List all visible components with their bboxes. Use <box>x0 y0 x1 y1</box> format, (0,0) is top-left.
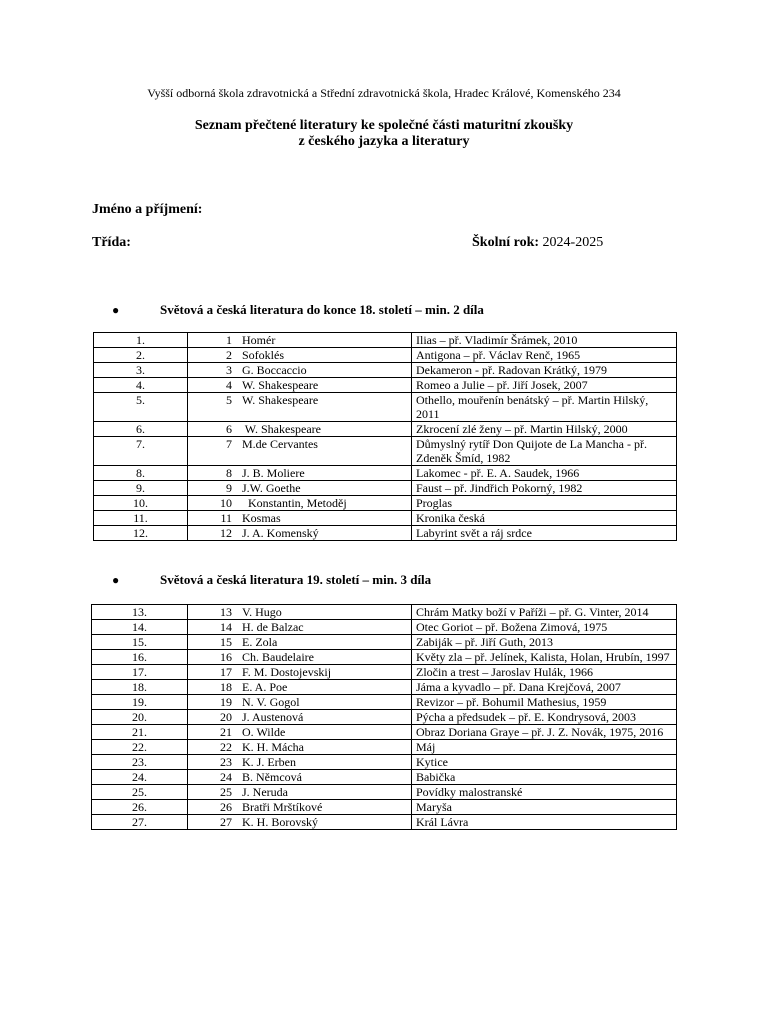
author-name: H. de Balzac <box>242 620 304 634</box>
author-name: K. H. Borovský <box>242 815 319 829</box>
table-row <box>94 378 677 393</box>
author-name: G. Boccaccio <box>242 363 307 377</box>
work-title: Lakomec - př. E. A. Saudek, 1966 <box>412 466 677 481</box>
work-title: Zkrocení zlé ženy – př. Martin Hilský, 2000 <box>412 422 677 437</box>
author-name: J. Austenová <box>242 710 304 724</box>
row-index: 26 <box>220 800 232 814</box>
author-cell <box>188 635 412 650</box>
title-line-2: z českého jazyka a literatury <box>298 134 470 149</box>
table-row <box>92 710 677 725</box>
author-cell <box>188 800 412 815</box>
row-index: 3 <box>226 363 232 377</box>
table-row <box>92 635 677 650</box>
row-index: 16 <box>220 650 232 664</box>
table-row <box>92 680 677 695</box>
work-title: Obraz Doriana Graye – př. J. Z. Novák, 1975, 2016 <box>412 725 677 740</box>
work-title: Kronika česká <box>412 511 677 526</box>
row-number: 16. <box>92 650 188 665</box>
author-cell <box>188 770 412 785</box>
row-index: 22 <box>220 740 232 754</box>
work-title: Babička <box>412 770 677 785</box>
author-name: Bratři Mrštíkové <box>242 800 323 814</box>
work-title: Maryša <box>412 800 677 815</box>
table-row <box>94 511 677 526</box>
author-name: Kosmas <box>242 511 281 525</box>
author-name: K. J. Erben <box>242 755 296 769</box>
row-number: 27. <box>92 815 188 830</box>
row-number: 21. <box>92 725 188 740</box>
section-heading-2 <box>112 572 431 588</box>
row-number: 18. <box>92 680 188 695</box>
row-number: 1. <box>94 333 188 348</box>
author-cell <box>188 665 412 680</box>
author-cell <box>188 755 412 770</box>
row-index: 24 <box>220 770 232 784</box>
table-row <box>92 815 677 830</box>
table-row <box>94 496 677 511</box>
author-name: Sofoklés <box>242 348 284 362</box>
row-index: 25 <box>220 785 232 799</box>
author-cell <box>188 496 412 511</box>
row-index: 2 <box>226 348 232 362</box>
row-index: 9 <box>226 481 232 495</box>
work-title: Revizor – př. Bohumil Mathesius, 1959 <box>412 695 677 710</box>
table-row <box>92 725 677 740</box>
school-year-label: Školní rok: <box>472 235 540 250</box>
school-year-field <box>472 235 603 251</box>
table-row <box>92 740 677 755</box>
document-title <box>0 118 768 150</box>
table-row <box>92 695 677 710</box>
table-row <box>94 526 677 541</box>
row-number: 24. <box>92 770 188 785</box>
work-title: Král Lávra <box>412 815 677 830</box>
author-name: E. A. Poe <box>242 680 288 694</box>
row-index: 5 <box>226 393 232 407</box>
row-number: 8. <box>94 466 188 481</box>
work-title: Labyrint svět a ráj srdce <box>412 526 677 541</box>
author-name: W. Shakespeare <box>242 378 319 392</box>
table-row <box>94 481 677 496</box>
author-name: F. M. Dostojevskij <box>242 665 332 679</box>
row-number: 23. <box>92 755 188 770</box>
row-index: 19 <box>220 695 232 709</box>
row-index: 10 <box>220 496 232 510</box>
author-name: V. Hugo <box>242 605 282 619</box>
work-title: Othello, mouřenín benátský – př. Martin Hilský, 2011 <box>412 393 677 422</box>
table-row <box>92 770 677 785</box>
author-cell <box>188 348 412 363</box>
row-number: 14. <box>92 620 188 635</box>
author-cell <box>188 680 412 695</box>
name-label: Jméno a příjmení: <box>92 202 203 217</box>
author-cell <box>188 620 412 635</box>
author-cell <box>188 725 412 740</box>
row-number: 3. <box>94 363 188 378</box>
table-row <box>92 785 677 800</box>
author-name: J. B. Moliere <box>242 466 305 480</box>
title-line-1: Seznam přečtené literatury ke společné části maturitní zkoušky <box>194 118 574 133</box>
table-row <box>92 620 677 635</box>
table-row <box>94 333 677 348</box>
author-cell <box>188 526 412 541</box>
row-number: 17. <box>92 665 188 680</box>
table-row <box>92 755 677 770</box>
work-title: Ilias – př. Vladimír Šrámek, 2010 <box>412 333 677 348</box>
work-title: Pýcha a předsudek – př. E. Kondrysová, 2003 <box>412 710 677 725</box>
row-index: 21 <box>220 725 232 739</box>
row-index: 17 <box>220 665 232 679</box>
table-row <box>94 393 677 422</box>
table-row <box>94 466 677 481</box>
work-title: Květy zla – př. Jelínek, Kalista, Holan, Hrubín, 1997 <box>412 650 677 665</box>
author-cell <box>188 650 412 665</box>
author-name: N. V. Gogol <box>242 695 300 709</box>
work-title: Jáma a kyvadlo – př. Dana Krejčová, 2007 <box>412 680 677 695</box>
row-number: 20. <box>92 710 188 725</box>
school-header: Vyšší odborná škola zdravotnická a Střední zdravotnická škola, Hradec Králové, Komenského 234 <box>147 86 621 100</box>
author-name: M.de Cervantes <box>242 437 318 451</box>
row-index: 8 <box>226 466 232 480</box>
row-index: 7 <box>226 437 232 451</box>
row-index: 12 <box>220 526 232 540</box>
author-cell <box>188 511 412 526</box>
row-index: 27 <box>220 815 232 829</box>
table-row <box>92 800 677 815</box>
author-cell <box>188 815 412 830</box>
author-name: K. H. Mácha <box>242 740 304 754</box>
row-number: 25. <box>92 785 188 800</box>
work-title: Dekameron - př. Radovan Krátký, 1979 <box>412 363 677 378</box>
row-number: 26. <box>92 800 188 815</box>
section-heading-1 <box>112 302 484 318</box>
author-name: Homér <box>242 333 276 347</box>
row-number: 22. <box>92 740 188 755</box>
row-number: 6. <box>94 422 188 437</box>
row-number: 9. <box>94 481 188 496</box>
section-heading-text: Světová a česká literatura do konce 18. století – min. 2 díla <box>160 302 484 317</box>
literature-table-1 <box>93 332 677 541</box>
author-name: W. Shakespeare <box>242 393 319 407</box>
author-name: W. Shakespeare <box>242 422 321 436</box>
row-number: 13. <box>92 605 188 620</box>
row-number: 11. <box>94 511 188 526</box>
work-title: Antigona – př. Václav Renč, 1965 <box>412 348 677 363</box>
row-number: 10. <box>94 496 188 511</box>
row-index: 6 <box>226 422 232 436</box>
author-cell <box>188 466 412 481</box>
row-index: 18 <box>220 680 232 694</box>
bullet-icon: ● <box>112 573 120 587</box>
author-name: E. Zola <box>242 635 278 649</box>
table-row <box>92 650 677 665</box>
row-index: 14 <box>220 620 232 634</box>
author-cell <box>188 740 412 755</box>
literature-table-2 <box>91 604 677 830</box>
author-cell <box>188 437 412 466</box>
author-cell <box>188 422 412 437</box>
row-number: 2. <box>94 348 188 363</box>
author-cell <box>188 695 412 710</box>
author-name: Ch. Baudelaire <box>242 650 314 664</box>
class-label: Třída: <box>92 235 131 250</box>
work-title: Zabiják – př. Jiří Guth, 2013 <box>412 635 677 650</box>
table-row <box>92 665 677 680</box>
table-row <box>94 348 677 363</box>
table-row <box>92 605 677 620</box>
row-index: 13 <box>220 605 232 619</box>
work-title: Faust – př. Jindřich Pokorný, 1982 <box>412 481 677 496</box>
author-cell <box>188 785 412 800</box>
row-number: 19. <box>92 695 188 710</box>
row-index: 15 <box>220 635 232 649</box>
work-title: Důmyslný rytíř Don Quijote de La Mancha - př. Zdeněk Šmíd, 1982 <box>412 437 677 466</box>
table-row <box>94 422 677 437</box>
work-title: Máj <box>412 740 677 755</box>
section-heading-text: Světová a česká literatura 19. století – min. 3 díla <box>160 572 432 587</box>
row-number: 7. <box>94 437 188 466</box>
author-cell <box>188 333 412 348</box>
work-title: Otec Goriot – př. Božena Zimová, 1975 <box>412 620 677 635</box>
row-index: 23 <box>220 755 232 769</box>
author-cell <box>188 605 412 620</box>
author-name: Konstantin, Metoděj <box>242 496 347 510</box>
author-name: B. Němcová <box>242 770 302 784</box>
author-name: J.W. Goethe <box>242 481 301 495</box>
table-row <box>94 437 677 466</box>
author-cell <box>188 393 412 422</box>
work-title: Proglas <box>412 496 677 511</box>
author-name: J. Neruda <box>242 785 288 799</box>
author-cell <box>188 481 412 496</box>
table-row <box>94 363 677 378</box>
row-index: 20 <box>220 710 232 724</box>
row-index: 4 <box>226 378 232 392</box>
row-number: 5. <box>94 393 188 422</box>
bullet-icon: ● <box>112 303 120 317</box>
work-title: Romeo a Julie – př. Jiří Josek, 2007 <box>412 378 677 393</box>
author-name: J. A. Komenský <box>242 526 319 540</box>
work-title: Kytice <box>412 755 677 770</box>
work-title: Chrám Matky boží v Paříži – př. G. Vinter, 2014 <box>412 605 677 620</box>
author-cell <box>188 378 412 393</box>
row-number: 4. <box>94 378 188 393</box>
work-title: Zločin a trest – Jaroslav Hulák, 1966 <box>412 665 677 680</box>
school-year-value: 2024-2025 <box>542 235 604 250</box>
author-cell <box>188 363 412 378</box>
row-index: 1 <box>226 333 232 347</box>
row-index: 11 <box>220 511 232 525</box>
row-number: 15. <box>92 635 188 650</box>
row-number: 12. <box>94 526 188 541</box>
author-name: O. Wilde <box>242 725 286 739</box>
work-title: Povídky malostranské <box>412 785 677 800</box>
author-cell <box>188 710 412 725</box>
